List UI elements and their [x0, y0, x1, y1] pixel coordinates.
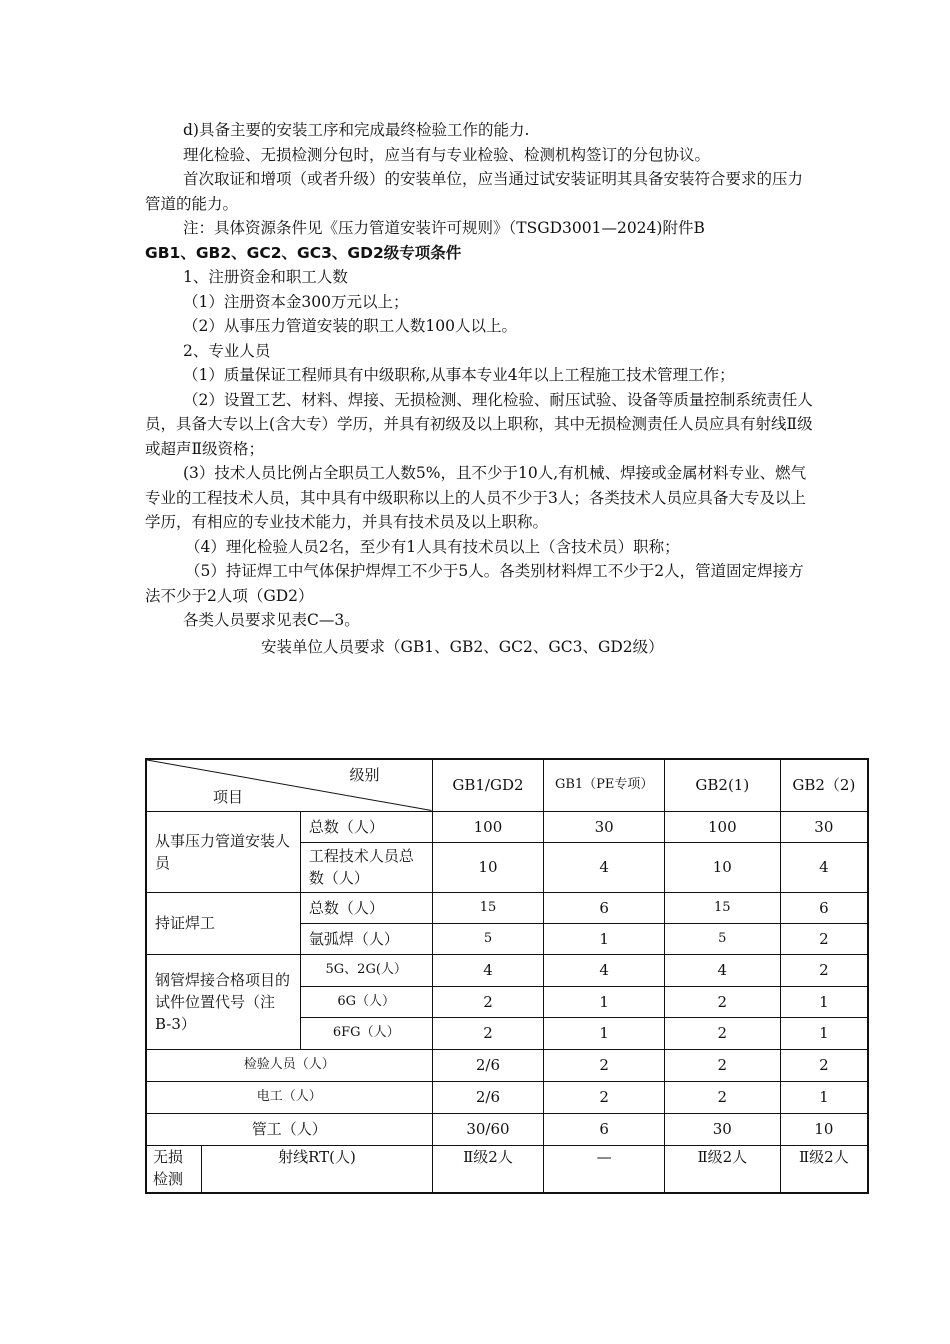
paragraph: 理化检验、无损检测分包时，应当有与专业检验、检测机构签订的分包协议。 [183, 145, 711, 164]
table-cell: 30 [780, 811, 868, 842]
row-label: 6G（人） [300, 986, 432, 1017]
list-item: (3）技术人员比例占全职员工人数5%，且不少于10人,有机械、焊接或金属材料专业、燃气专业的工程技术人员，其中具有中级职称以上的人员不少于3人；各类技术人员应具备大专及以上学历，有相应的专业技术能力，并具有技术员及以上职称。 [145, 464, 807, 531]
table-cell: 4 [544, 954, 665, 986]
list-item: （5）持证焊工中气体保护焊焊工不少于5人。各类别材料焊工不少于2人，管道固定焊接方法不少于2人项（GD2） [145, 562, 804, 605]
list-item: 2、专业人员 [183, 341, 271, 360]
row-label: 5G、2G(人） [300, 954, 432, 986]
header-item-label: 项目 [213, 787, 244, 806]
table-cell: 1 [780, 1081, 868, 1113]
table-cell: 30 [664, 1113, 780, 1145]
row-label: 射线RT(人) [202, 1145, 432, 1193]
table-cell: 4 [780, 842, 868, 892]
table-cell: Ⅱ级2人 [664, 1145, 780, 1193]
group-label: 钢管焊接合格项目的试件位置代号（注 B-3） [146, 954, 300, 1049]
column-header: GB2（2) [780, 759, 868, 811]
table-row [146, 1113, 868, 1145]
table-cell: 10 [432, 842, 544, 892]
table-row [146, 1049, 868, 1081]
list-item: （4）理化检验人员2名，至少有1人具有技术员以上（含技术员）职称； [185, 537, 680, 556]
table-cell: 2/6 [432, 1049, 544, 1081]
table-cell: 1 [780, 986, 868, 1017]
table-cell: 2 [432, 986, 544, 1017]
table-cell: 2 [664, 1049, 780, 1081]
table-cell: 2 [780, 1049, 868, 1081]
table-row [146, 954, 868, 986]
column-header: GB1/GD2 [432, 759, 544, 811]
header-level-label: 级别 [349, 766, 380, 784]
table-cell: 30 [544, 811, 665, 842]
table-cell: 5 [432, 923, 544, 954]
table-cell: 6 [544, 1113, 665, 1145]
group-label: 无损检测 [146, 1145, 202, 1193]
row-label: 检验人员（人） [146, 1049, 432, 1081]
table-cell: 30/60 [432, 1113, 544, 1145]
document-body [145, 118, 815, 659]
table-cell: Ⅱ级2人 [780, 1145, 868, 1193]
table-row [146, 892, 868, 923]
list-item: （2）从事压力管道安装的职工人数100人以上。 [183, 317, 517, 335]
table-cell: 10 [780, 1113, 868, 1145]
table-cell: 4 [664, 954, 780, 986]
list-item: 1、注册资金和职工人数 [183, 268, 348, 286]
table-cell: 1 [780, 1017, 868, 1049]
table-cell: 4 [544, 842, 665, 892]
table-cell: 4 [432, 954, 544, 986]
diagonal-line [147, 760, 432, 811]
table-cell: 2 [544, 1081, 665, 1113]
table-cell: 100 [432, 811, 544, 842]
row-label: 工程技术人员总数（人） [300, 842, 432, 892]
row-label: 电工（人） [146, 1081, 432, 1113]
paragraph: 首次取证和增项（或者升级）的安装单位，应当通过试安装证明其具备安装符合要求的压力管道的能力。 [145, 170, 804, 213]
group-label: 从事压力管道安装人员 [146, 811, 300, 892]
table-cell: 15 [664, 892, 780, 923]
row-label: 氩弧焊（人） [300, 923, 432, 954]
note-paragraph: 注：具体资源条件见《压力管道安装许可规则》（TSGD3001—2024)附件B [183, 219, 705, 237]
list-item: （2）设置工艺、材料、焊接、无损检测、理化检验、耐压试验、设备等质量控制系统责任人员，具备大专以上(含大专）学历，并具有初级及以上职称，其中无损检测责任人员应具有射线Ⅱ级或超声Ⅱ级资格； [145, 390, 813, 458]
table-cell: Ⅱ级2人 [432, 1145, 544, 1193]
table-row [146, 1081, 868, 1113]
table-cell: 10 [664, 842, 780, 892]
table-cell: 2 [664, 1081, 780, 1113]
table-cell: 2 [432, 1017, 544, 1049]
personnel-requirements-table [145, 758, 869, 1194]
table-cell: 6 [780, 892, 868, 923]
table-cell: — [544, 1145, 665, 1193]
row-label: 管工（人） [146, 1113, 432, 1145]
table-caption: 安装单位人员要求（GB1、GB2、GC2、GC3、GD2级） [261, 637, 664, 656]
table-cell: 100 [664, 811, 780, 842]
table-row [146, 1145, 868, 1193]
table-cell: 1 [544, 923, 665, 954]
column-header: GB2(1) [664, 759, 780, 811]
row-label: 总数（人） [300, 892, 432, 923]
table-cell: 2/6 [432, 1081, 544, 1113]
table-cell: 2 [780, 954, 868, 986]
table-cell: 2 [780, 923, 868, 954]
row-label: 6FG（人） [300, 1017, 432, 1049]
table-cell: 5 [664, 923, 780, 954]
paragraph: d)具备主要的安装工序和完成最终检验工作的能力. [183, 121, 530, 139]
section-heading: GB1、GB2、GC2、GC3、GD2级专项条件 [145, 243, 462, 262]
table-cell: 2 [544, 1049, 665, 1081]
list-item: （1）注册资本金300万元以上； [183, 292, 409, 311]
table-cell: 1 [544, 986, 665, 1017]
table-cell: 2 [664, 986, 780, 1017]
table-cell: 1 [544, 1017, 665, 1049]
list-item: （1）质量保证工程师具有中级职称,从事本专业4年以上工程施工技术管理工作； [183, 366, 735, 384]
table-cell: 15 [432, 892, 544, 923]
group-label: 持证焊工 [146, 892, 300, 954]
table-row [146, 811, 868, 842]
diagonal-header-cell [146, 759, 432, 811]
table-cell: 2 [664, 1017, 780, 1049]
table-cell: 6 [544, 892, 665, 923]
list-item: 各类人员要求见表C—3。 [183, 611, 360, 629]
column-header: GB1（PE专项） [544, 759, 665, 811]
row-label: 总数（人） [300, 811, 432, 842]
table-header-row [146, 759, 868, 811]
